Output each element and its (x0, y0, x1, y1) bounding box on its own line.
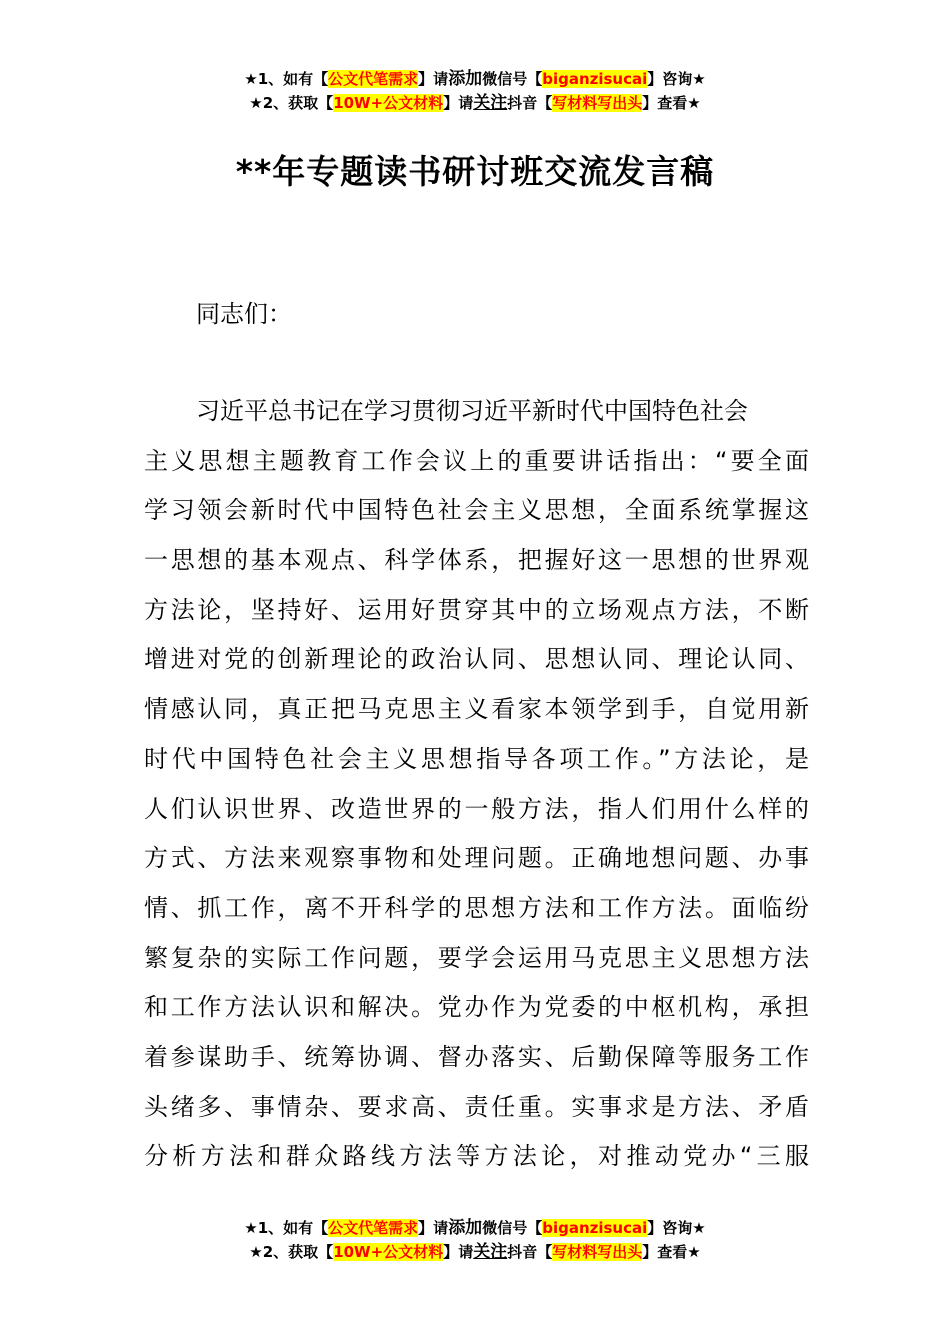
promo-highlight-wechat-id: biganzisucai (542, 70, 648, 88)
body-line: 时代中国特色社会主义思想指导各项工作。”方法论，是 (144, 744, 809, 773)
body-line: 习近平总书记在学习贯彻习近平新时代中国特色社会 (196, 397, 748, 425)
promo-highlight-douyin-id: 写材料写出头 (552, 1243, 643, 1261)
body-line: 学习领会新时代中国特色社会主义思想，全面系统掌握这 (144, 496, 809, 525)
promo-line-2: ★2、获取【10W+公文材料】请关注抖音【写材料写出头】查看★ (249, 93, 701, 113)
document-title: **年专题读书研讨班交流发言稿 (235, 152, 715, 191)
body-line: 情感认同，真正把马克思主义看家本领学到手，自觉用新 (144, 695, 809, 724)
promo-highlight-service: 公文代笔需求 (328, 1219, 419, 1237)
promo-highlight-materials: 10W+公文材料 (333, 1243, 444, 1261)
body-line: 人们认识世界、改造世界的一般方法，指人们用什么样的 (144, 794, 809, 823)
body-line: 方法论，坚持好、运用好贯穿其中的立场观点方法，不断 (144, 595, 809, 624)
body-line: 着参谋助手、统筹协调、督办落实、后勤保障等服务工作 (144, 1042, 809, 1071)
promo-highlight-materials: 10W+公文材料 (333, 94, 444, 112)
top-promo-banner (0, 67, 950, 115)
promo-emphasis-add: 添加 (448, 1218, 483, 1238)
promo-line-2: ★2、获取【10W+公文材料】请关注抖音【写材料写出头】查看★ (249, 1242, 701, 1262)
body-line: 一思想的基本观点、科学体系，把握好这一思想的世界观 (144, 546, 809, 575)
body-line: 方式、方法来观察事物和处理问题。正确地想问题、办事 (144, 844, 809, 873)
promo-highlight-wechat-id: biganzisucai (542, 1219, 648, 1237)
body-line: 情、抓工作，离不开科学的思想方法和工作方法。面临纷 (144, 893, 809, 922)
body-line: 繁复杂的实际工作问题，要学会运用马克思主义思想方法 (144, 943, 809, 972)
body-line: 增进对党的创新理论的政治认同、思想认同、理论认同、 (144, 645, 809, 674)
promo-emphasis-follow: 关注 (473, 1242, 508, 1262)
body-line: 头绪多、事情杂、要求高、责任重。实事求是方法、矛盾 (144, 1092, 809, 1121)
body-line: 分析方法和群众路线方法等方法论，对推动党办“三服 (144, 1142, 809, 1171)
bottom-promo-banner (0, 1216, 950, 1264)
promo-highlight-service: 公文代笔需求 (328, 70, 419, 88)
promo-emphasis-add: 添加 (448, 69, 483, 89)
body-line: 主义思想主题教育工作会议上的重要讲话指出：“要全面 (144, 446, 809, 475)
promo-line-1: ★1、如有【公文代笔需求】请添加微信号【biganzisucai】咨询★ (244, 1218, 706, 1238)
body-line: 和工作方法认识和解决。党办作为党委的中枢机构，承担 (144, 993, 809, 1022)
promo-emphasis-follow: 关注 (473, 93, 508, 113)
salutation: 同志们： (196, 300, 292, 328)
promo-highlight-douyin-id: 写材料写出头 (552, 94, 643, 112)
promo-line-1: ★1、如有【公文代笔需求】请添加微信号【biganzisucai】咨询★ (244, 69, 706, 89)
document-body (144, 387, 809, 1182)
